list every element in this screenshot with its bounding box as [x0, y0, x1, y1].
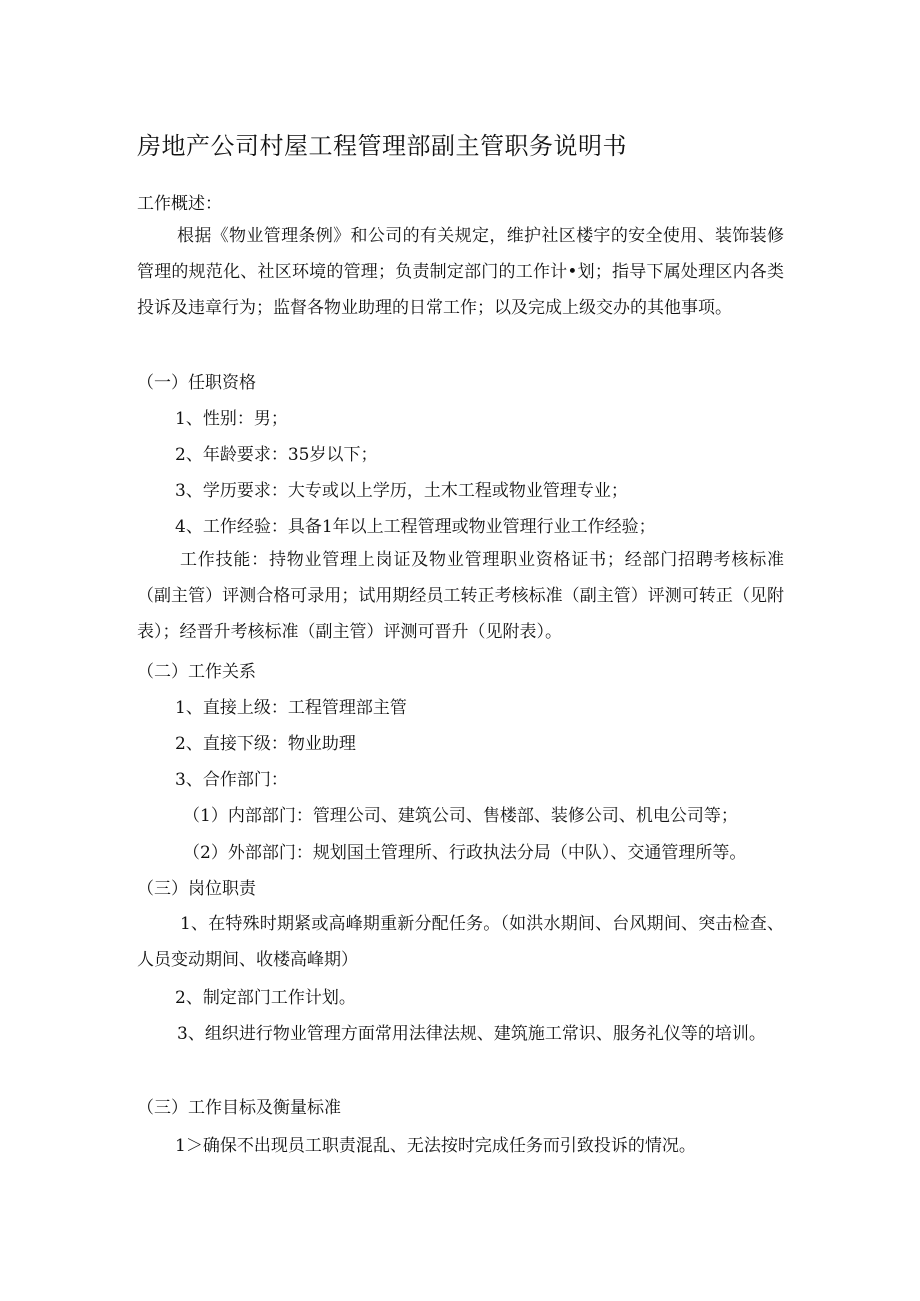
targets-heading: （三）工作目标及衡量标准: [137, 1098, 341, 1118]
duties-heading: （三）岗位职责: [137, 879, 256, 899]
relation-item: 2、直接下级：物业助理: [175, 734, 356, 754]
duty-item: 3、组织进行物业管理方面常用法律法规、建筑施工常识、服务礼仪等的培训。: [177, 1024, 766, 1044]
relations-heading: （二）工作关系: [137, 662, 256, 682]
qualification-item: 1、性别：男；: [175, 409, 288, 429]
relation-item: 1、直接上级：工程管理部主管: [175, 698, 407, 718]
overview-paragraph: 根据《物业管理条例》和公司的有关规定，维护社区楼宇的安全使用、装饰装修管理的规范化、社区环境的管理；负责制定部门的工作计•划；指导下属处理区内各类投诉及违章行为；监督各物业助理的日常工作；以及完成上级交办的其他事项。: [137, 226, 784, 318]
qualification-item: 3、学历要求：大专或以上学历，土木工程或物业管理专业；: [175, 481, 628, 501]
duty-item: 2、制定部门工作计划。: [175, 988, 356, 1008]
qualifications-heading: （一）任职资格: [137, 373, 256, 393]
skills-paragraph: 工作技能：持物业管理上岗证及物业管理职业资格证书；经部门招聘考核标准（副主管）评测合格可录用；试用期经员工转正考核标准（副主管）评测可转正（见附表）；经晋升考核标准（副主管）评测可晋升（见附表）。: [137, 550, 784, 642]
target-item: 1＞确保不出现员工职责混乱、无法按时完成任务而引致投诉的情况。: [175, 1136, 696, 1156]
qualification-item: 2、年龄要求：35岁以下；: [175, 445, 378, 465]
relation-sub-item: （1）内部部门：管理公司、建筑公司、售楼部、装修公司、机电公司等；: [183, 806, 738, 826]
overview-heading: 工作概述：: [137, 194, 222, 214]
relation-sub-item: （2）外部部门：规划国土管理所、行政执法分局（中队）、交通管理所等。: [183, 843, 747, 863]
document-title: 房地产公司村屋工程管理部副主管职务说明书: [137, 132, 627, 160]
duty-item: 1、在特殊时期紧或高峰期重新分配任务。（如洪水期间、台风期间、突击检查、人员变动期间、收楼高峰期）: [137, 914, 784, 970]
qualification-item: 4、工作经验：具备1年以上工程管理或物业管理行业工作经验；: [175, 517, 656, 537]
relation-item: 3、合作部门：: [175, 770, 288, 790]
